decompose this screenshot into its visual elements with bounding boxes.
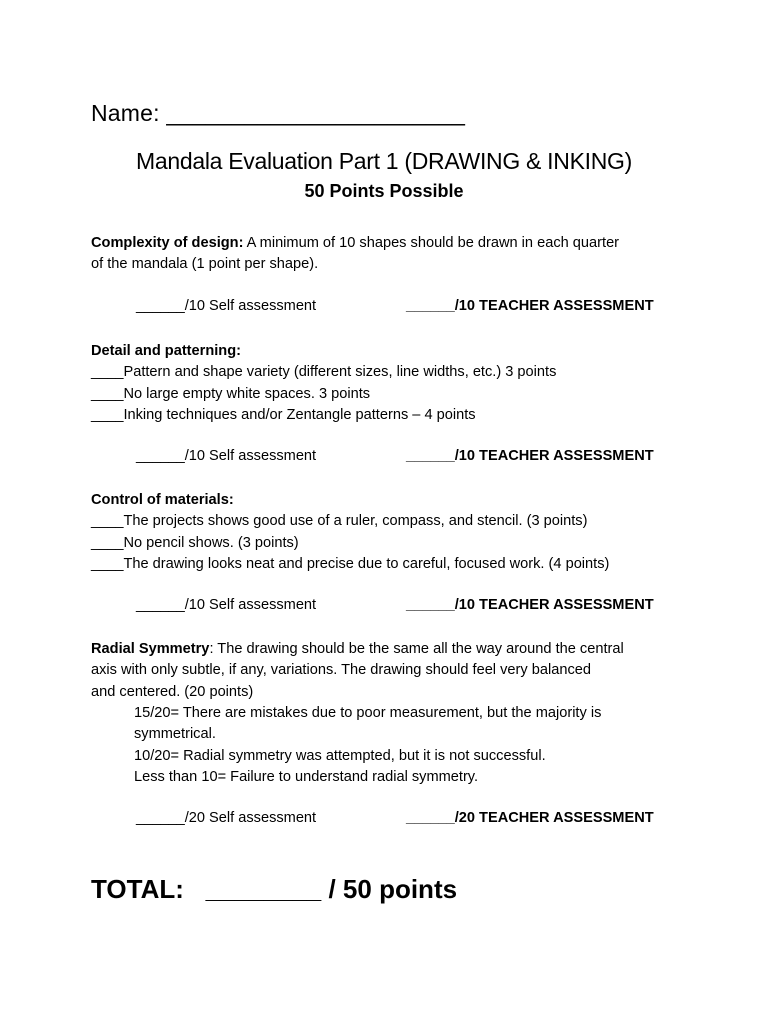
detail-teacher-assessment: ______/10 TEACHER ASSESSMENT bbox=[406, 448, 654, 464]
detail-heading: Detail and patterning: bbox=[91, 343, 241, 359]
radial-level: Less than 10= Failure to understand radial symmetry. bbox=[134, 768, 479, 785]
radial-text-line2: axis with only subtle, if any, variations. The drawing should feel very balanced bbox=[91, 662, 591, 679]
complexity-text-line2: of the mandala (1 point per shape). bbox=[91, 256, 319, 273]
control-heading: Control of materials: bbox=[91, 492, 234, 508]
detail-item: ____Inking techniques and/or Zentangle patterns – 4 points bbox=[91, 406, 476, 423]
complexity-text-line1: A minimum of 10 shapes should be drawn in each quarter bbox=[243, 235, 620, 251]
detail-item: ____Pattern and shape variety (different sizes, line widths, etc.) 3 points bbox=[91, 364, 557, 381]
complexity-paragraph bbox=[91, 233, 691, 276]
control-section bbox=[91, 490, 691, 575]
radial-level: 10/20= Radial symmetry was attempted, but it is not successful. bbox=[134, 747, 546, 764]
radial-text-line3: and centered. (20 points) bbox=[91, 683, 254, 700]
radial-heading: Radial Symmetry bbox=[91, 641, 210, 657]
control-item: ____No pencil shows. (3 points) bbox=[91, 534, 299, 551]
detail-section bbox=[91, 341, 691, 426]
control-self-assessment: ______/10 Self assessment bbox=[136, 597, 317, 613]
control-teacher-assessment: ______/10 TEACHER ASSESSMENT bbox=[406, 597, 654, 613]
total-score: TOTAL: ________ / 50 points bbox=[91, 874, 458, 904]
control-item: ____The drawing looks neat and precise due to careful, focused work. (4 points) bbox=[91, 555, 610, 572]
control-item: ____The projects shows good use of a ruler, compass, and stencil. (3 points) bbox=[91, 513, 588, 530]
radial-self-assessment: ______/20 Self assessment bbox=[136, 810, 317, 826]
radial-levels bbox=[134, 703, 664, 788]
page-title: Mandala Evaluation Part 1 (DRAWING & INKING) bbox=[136, 148, 632, 174]
complexity-heading: Complexity of design: bbox=[91, 235, 244, 251]
radial-level: 15/20= There are mistakes due to poor measurement, but the majority is bbox=[134, 705, 602, 721]
page-subtitle: 50 Points Possible bbox=[304, 181, 464, 201]
radial-teacher-assessment: ______/20 TEACHER ASSESSMENT bbox=[406, 810, 654, 826]
name-field: Name: _______________________ bbox=[91, 100, 466, 126]
radial-paragraph bbox=[91, 639, 691, 703]
complexity-self-assessment: ______/10 Self assessment bbox=[136, 298, 317, 314]
radial-text-line1: : The drawing should be the same all the way around the central bbox=[209, 641, 624, 657]
detail-self-assessment: ______/10 Self assessment bbox=[136, 448, 317, 464]
complexity-teacher-assessment: ______/10 TEACHER ASSESSMENT bbox=[406, 298, 654, 314]
detail-item: ____No large empty white spaces. 3 points bbox=[91, 385, 371, 402]
radial-level: symmetrical. bbox=[134, 726, 216, 743]
